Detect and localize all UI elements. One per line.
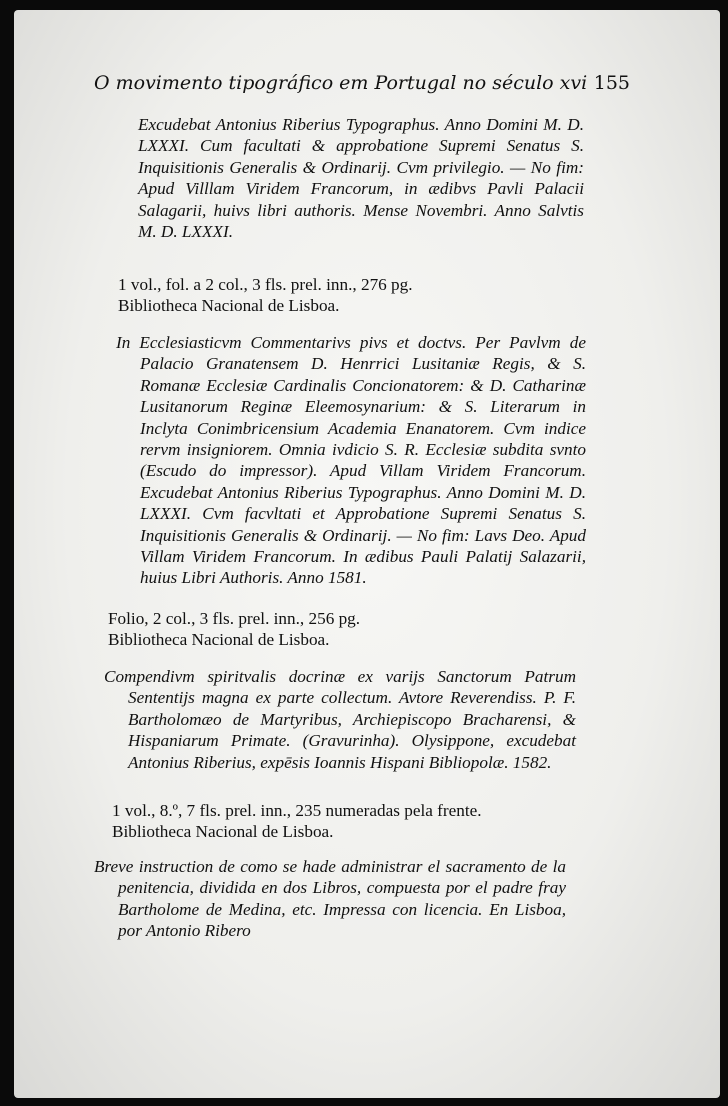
entry-description: Folio, 2 col., 3 fls. prel. inn., 256 pg.	[108, 609, 361, 628]
entry-description: 1 vol., fol. a 2 col., 3 fls. prel. inn., 276 pg.	[118, 275, 413, 294]
entry-1-title	[138, 114, 584, 242]
entry-location: Bibliotheca Nacional de Lisboa.	[108, 630, 330, 649]
entry-title: In Ecclesiasticvm Commentarivs pivs et doctvs. Per Pavlvm de Palacio Granatensem D. Henrrici Lusitaniæ Regis, & S. Romanæ Ecclesiæ Cardinalis Concionatorem: & D. Catharinæ Lusitanorum Reginæ Eleemosynarium: & S. Literarum in Inclyta Conimbricensium Academia Enanatorem. Cvm indice rervm insigniorem. Omnia ivdicio S. R. Ecclesiæ subdita svnto (Escudo do impressor). Apud Villam Viridem Francorum. Excudebat Antonius Riberius Typographus. Anno Domini M. D. LXXXI. Cvm facvltati et Approbatione Supremi Senatus S. Inquisitionis Generalis & Ordinarij. — No fim: Lavs Deo. Apud Villam Viridem Francorum. In ædibus Pauli Palatij Salazarii, huius Libri Authoris. Anno 1581.	[116, 333, 586, 588]
entry-2-notes	[108, 608, 588, 650]
entry-title: Compendivm spiritvalis docrinæ ex varijs Sanctorum Patrum Sententijs magna ex parte collectum. Avtore Reverendiss. P. F. Bartholomæo de Martyribus, Archiepiscopo Bracharensi, & Hispaniarum Primate. (Gravurinha). Olysippone, excudebat Antonius Riberius, expēsis Ioannis Hispani Bibliopolæ. 1582.	[104, 667, 576, 772]
entry-3-notes	[112, 800, 592, 842]
entry-title: Excudebat Antonius Riberius Typographus. Anno Domini M. D. LXXXI. Cum facultati & approbatione Supremi Senatus S. Inquisitionis Generalis & Ordinarij. Cvm privilegio. — No fim: Apud Villlam Viridem Francorum, in ædibvs Pavli Palacii Salagarii, huivs libri authoris. Mense Novembri. Anno Salvtis M. D. LXXXI.	[138, 115, 584, 242]
page-number: 155	[593, 72, 630, 94]
entry-title: Breve instruction de como se hade administrar el sacramento de la penitencia, dividida en dos Libros, compuesta por el padre fray Bartholome de Medina, etc. Impressa con licencia. En Lisboa, por Antonio Ribero	[94, 857, 566, 941]
entry-description: 1 vol., 8.º, 7 fls. prel. inn., 235 numeradas pela frente.	[112, 801, 482, 820]
entry-location: Bibliotheca Nacional de Lisboa.	[118, 296, 340, 315]
entry-3-title	[104, 666, 576, 773]
entry-4-title	[94, 856, 566, 942]
entry-location: Bibliotheca Nacional de Lisboa.	[112, 822, 334, 841]
entry-1-notes	[118, 274, 598, 316]
running-title: O movimento tipográfico em Portugal no século xvi	[94, 72, 588, 94]
entry-2-title	[116, 332, 586, 589]
book-page	[14, 10, 720, 1098]
